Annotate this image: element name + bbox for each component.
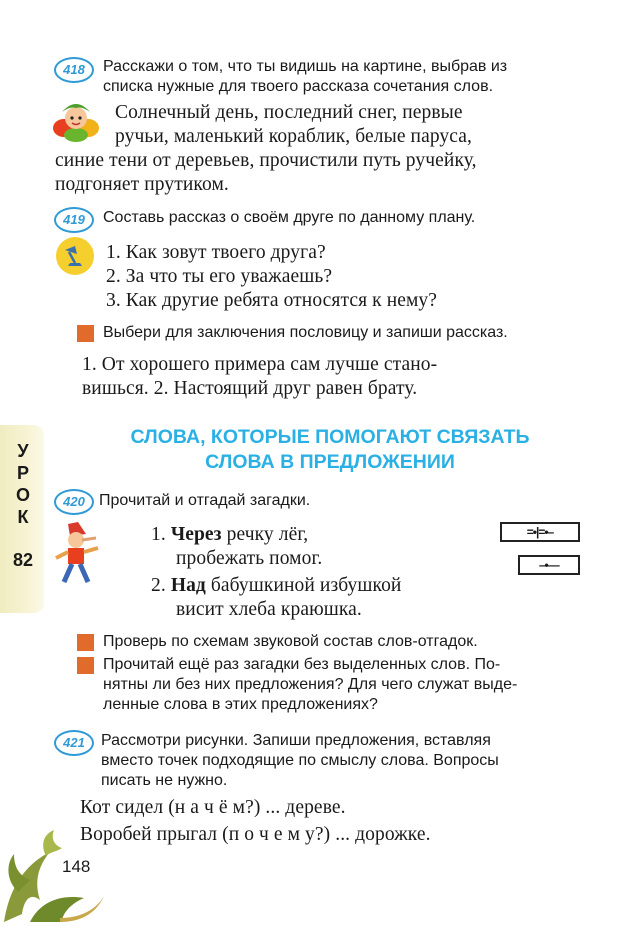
riddle-text: пробежать помог.: [176, 548, 323, 569]
exercise-420-task-1: Проверь по схемам звуковой состав слов-отгадок.: [103, 633, 478, 650]
exercise-419-task: Выбери для заключения пословицу и запиши рассказ.: [103, 324, 508, 341]
text-line: подгоняет прутиком.: [55, 174, 229, 195]
exercise-418-text: [55, 101, 585, 197]
riddle-highlight-word: Через: [170, 524, 222, 545]
decorative-ornament: [0, 822, 110, 926]
exercise-419-plan: [106, 241, 576, 313]
lesson-heading: [60, 425, 600, 475]
instruction-line: Рассмотри рисунки. Запиши предложения, вставляя: [101, 732, 491, 749]
exercise-number-420: 420: [54, 489, 94, 515]
lesson-letter: К: [17, 507, 29, 527]
exercise-421-instruction: [101, 731, 583, 791]
exercise-420-task-2: [103, 655, 583, 715]
riddle-1: [151, 523, 491, 571]
instruction-line: списка нужные для твоего рассказа сочетания слов.: [103, 78, 494, 95]
exercise-418-instruction: [103, 57, 583, 97]
heading-line: СЛОВА, КОТОРЫЕ ПОМОГАЮТ СВЯЗАТЬ: [130, 426, 530, 448]
riddle-text: висит хлеба краюшка.: [176, 599, 362, 620]
lesson-number: 82: [12, 550, 34, 570]
plan-item: 3. Как другие ребята относятся к нему?: [106, 290, 438, 311]
exercise-419-proverbs: [82, 353, 582, 401]
lamp-icon: [55, 236, 95, 276]
task-marker-square: [77, 657, 94, 674]
exercise-420-instruction: Прочитай и отгадай загадки.: [99, 492, 311, 509]
riddle-number: 2.: [151, 575, 166, 596]
instruction-line: вместо точек подходящие по смыслу слова. Вопросы: [101, 752, 499, 769]
sound-scheme-2: –•––: [518, 555, 580, 575]
riddle-highlight-word: Над: [170, 575, 206, 596]
riddle-number: 1.: [151, 524, 166, 545]
text-line: Солнечный день, последний снег, первые: [115, 102, 463, 123]
lesson-label: [8, 440, 38, 528]
riddle-text: речку лёг,: [221, 524, 309, 545]
text-line: синие тени от деревьев, прочистили путь ручейку,: [55, 150, 477, 171]
exercise-number-418: 418: [54, 57, 94, 83]
instruction-line: нятны ли без них предложения? Для чего служат выде-: [103, 676, 518, 693]
sentence-line: Кот сидел (н а ч ё м?) ... дереве.: [80, 797, 346, 818]
riddle-text: бабушкиной избушкой: [205, 575, 402, 596]
instruction-line: писать не нужно.: [101, 772, 228, 789]
lesson-letter: У: [17, 441, 29, 461]
text-line: ручьи, маленький кораблик, белые паруса,: [115, 126, 472, 147]
instruction-line: Прочитай ещё раз загадки без выделенных слов. По-: [103, 656, 501, 673]
riddle-2: [151, 574, 491, 622]
exercise-number-419: 419: [54, 207, 94, 233]
task-marker-square: [77, 634, 94, 651]
sentence-line: Воробей прыгал (п о ч е м у?) ... дорожке.: [80, 824, 431, 845]
heading-line: СЛОВА В ПРЕДЛОЖЕНИИ: [205, 451, 455, 473]
proverb-line: вишься. 2. Настоящий друг равен брату.: [82, 378, 418, 399]
pinocchio-illustration: [48, 520, 106, 590]
lesson-letter: О: [15, 485, 30, 505]
plan-item: 1. Как зовут твоего друга?: [106, 242, 326, 263]
task-marker-square: [77, 325, 94, 342]
sound-scheme-1: =•|=•–: [500, 522, 580, 542]
lesson-letter: Р: [16, 463, 29, 483]
exercise-number-421: 421: [54, 730, 94, 756]
page-number: 148: [62, 857, 91, 876]
exercise-421-sentences: [80, 796, 580, 847]
proverb-line: 1. От хорошего примера сам лучше стано-: [82, 354, 438, 375]
instruction-line: Расскажи о том, что ты видишь на картине, выбрав из: [103, 58, 508, 75]
plan-item: 2. За что ты его уважаешь?: [106, 266, 333, 287]
exercise-419-instruction: Составь рассказ о своём друге по данному плану.: [103, 209, 476, 226]
instruction-line: ленные слова в этих предложениях?: [103, 696, 378, 713]
